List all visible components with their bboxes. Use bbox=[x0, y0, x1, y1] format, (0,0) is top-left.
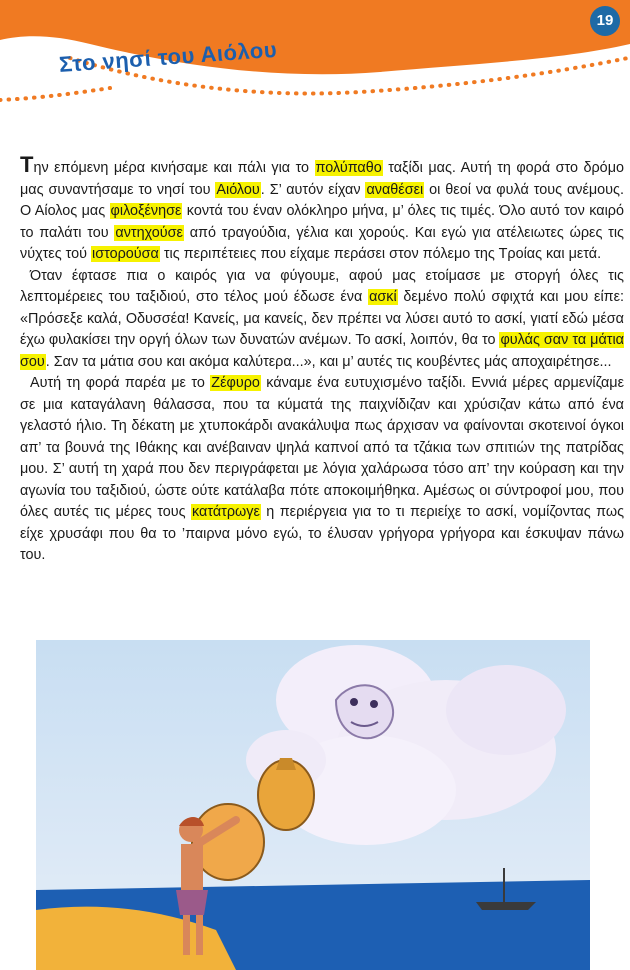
highlighted-word: αντηχούσε bbox=[115, 224, 183, 241]
paragraph bbox=[20, 373, 624, 567]
wind-bag bbox=[258, 758, 314, 830]
highlighted-word: ασκί bbox=[369, 289, 397, 305]
drop-cap: Τ bbox=[20, 152, 34, 177]
text-run: Όταν έφτασε πια ο καιρός για να φύγουμε, αφού μας ετοίμασε με στοργή όλες τις λεπτομέρειες του ταξιδιού, στο τέλος μού έδωσε ένα bbox=[20, 267, 624, 305]
text-run: ταξίδι μας. Αυτή τη φορά στο δρόμο μας συναντήσαμε το νησί του bbox=[20, 160, 624, 198]
highlighted-word: Ζέφυρο bbox=[211, 375, 260, 391]
text-run: . Σαν τα μάτια σου και ακόμα καλύτερα...», και μ’ αυτές τις κουβέντες μάς αποχαιρέτησε... bbox=[45, 353, 612, 370]
highlighted-word: κατάτρωγε bbox=[192, 504, 260, 520]
text-run: κοντά του έναν ολόκληρο μήνα, μ’ όλες τις τιμές. Όλο αυτό τον καιρό το παλάτι του bbox=[20, 203, 624, 241]
highlighted-word: αναθέσει bbox=[366, 181, 424, 198]
chapter-title: Στο νησί του Αιόλου bbox=[58, 36, 278, 78]
text-run: κάναμε ένα ευτυχισμένο ταξίδι. Εννιά μέρες αρμενίζαμε σε μια καταγάλανη θάλασσα, που τα κύματά της παιχνίδιζαν και χρύσιζαν κάτω από ένα γελαστό ήλιο. Τη δέκατη με χτυποκάρδι ανακάλυψα πως άρχισαν να φαίνονται σκοτεινοί όγκοι απ’ τα βουνά της Ιθάκης και ανέβαιναν ψηλά καπνοί από τα τζάκια των σπιτιών της πατρίδας μου. Σ’ αυτή τη χαρά που δεν περιγράφεται με λόγια χαλάρωσα τόσο απ’ την κούραση και την αγωνία του ταξιδιού, ώστε ούτε κατάλαβα πότε αποκοιμήθηκα. Αμέσως οι σύντροφοί μου, που όλες αυτές τις μέρες τους bbox=[20, 375, 624, 520]
text-run: . Σ’ αυτόν είχαν bbox=[260, 181, 366, 198]
highlighted-word: φυλάς σαν τα μάτια σου bbox=[20, 332, 624, 370]
text-run: από τραγούδια, γέλια και χορούς. Και εγώ για ατέλειωτες ώρες τις νύχτες τού bbox=[20, 224, 624, 262]
text-run: οι θεοί να φυλά τους ανέμους. Ο Αίολος μας bbox=[20, 181, 624, 219]
text-run: δεμένο πολύ σφιχτά και μου είπε: «Πρόσεξε καλά, Οδυσσέα! Κανείς, μα κανείς, δεν πρέπει να λύσει αυτό το ασκί, γιατί εδώ μέσα έχω φυλακίσει την οργή όλων των δυνατών ανέμων. Το ασκί, λοιπόν, θα το bbox=[20, 289, 624, 348]
text-run: ην επόμενη μέρα κινήσαμε και πάλι για το bbox=[33, 160, 315, 176]
highlighted-word: ιστορούσα bbox=[92, 246, 159, 262]
paragraph bbox=[20, 152, 624, 266]
highlighted-word: Αιόλου bbox=[216, 181, 260, 198]
story-text bbox=[20, 152, 625, 567]
highlighted-word: φιλοξένησε bbox=[110, 203, 182, 219]
text-run: τις περιπέτειες που είχαμε περάσει στον πόλεμο της Τροίας και μετά. bbox=[159, 246, 602, 262]
page-number-badge: 19 bbox=[590, 6, 620, 36]
page-header bbox=[0, 0, 630, 120]
highlighted-word: πολύπαθο bbox=[315, 160, 382, 176]
illustration-aeolus-bag bbox=[36, 640, 590, 970]
text-run: Αυτή τη φορά παρέα με το bbox=[30, 375, 211, 391]
text-run: η περιέργεια για το τι περιείχε το ασκί, νομίζοντας πως είχε χρυσάφι που θα το ’παιρνα μόνο εγώ, το έλυσαν γρήγορα γρήγορα και έσκυψαν πάνω του. bbox=[20, 504, 625, 563]
paragraph bbox=[20, 266, 624, 374]
